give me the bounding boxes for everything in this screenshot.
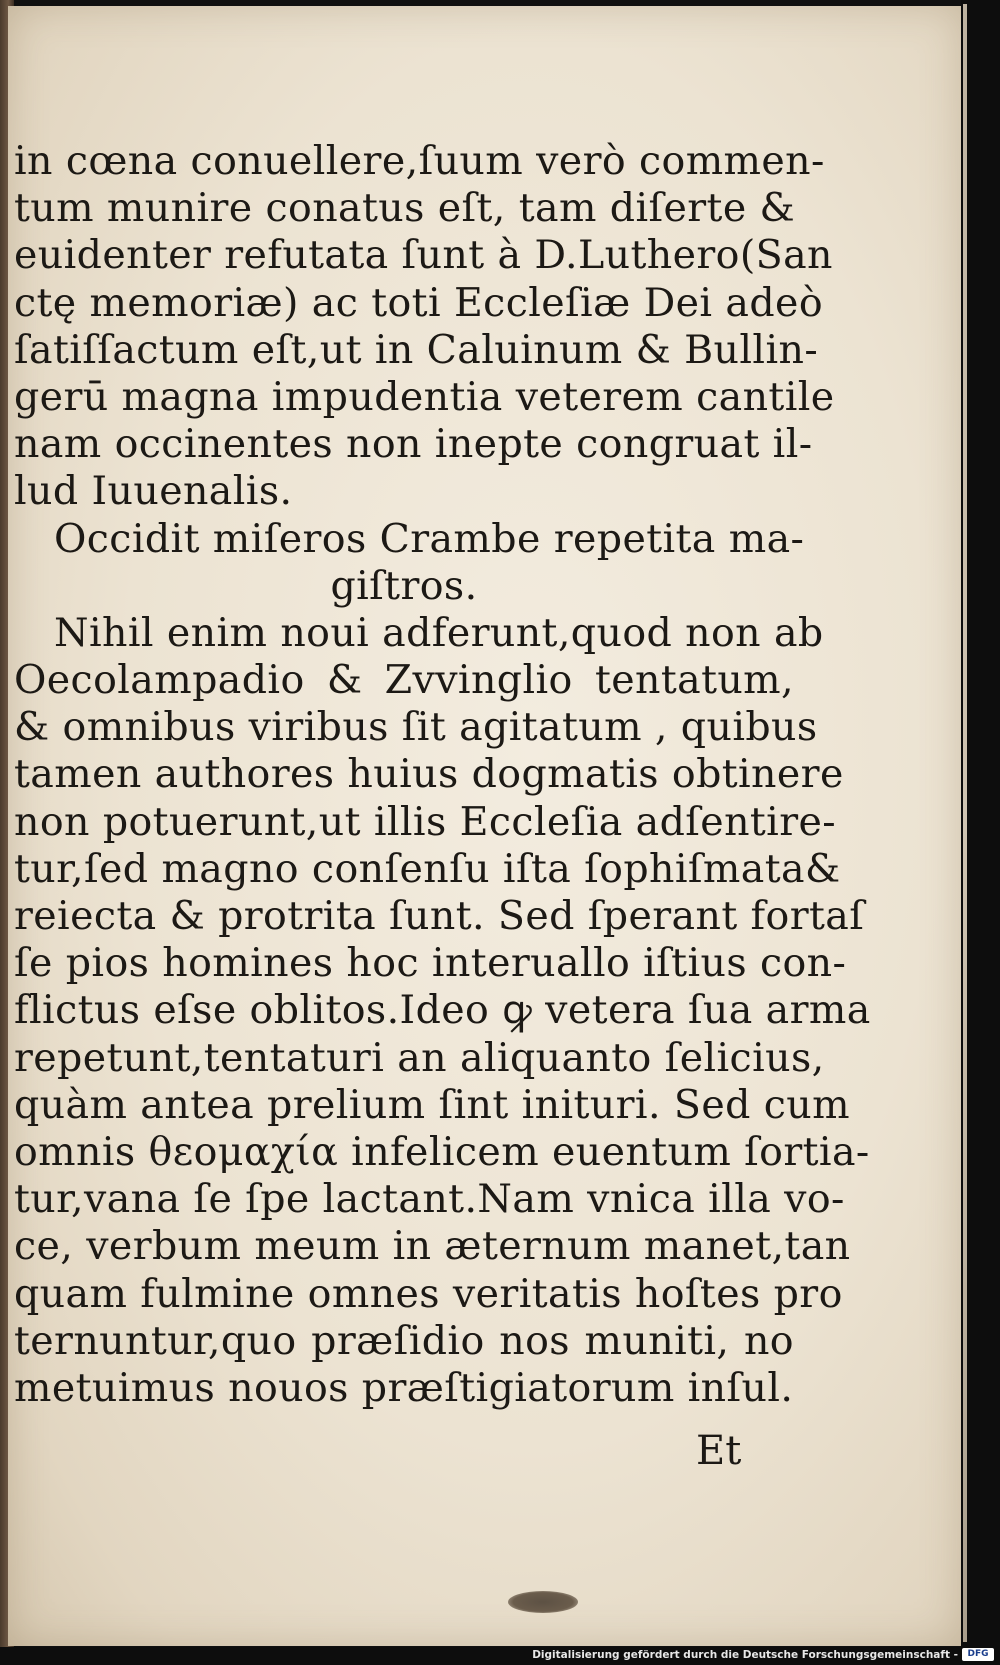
text-line-18: ſe pios homines hoc interuallo iſtius con-	[14, 940, 847, 987]
text-line-16: tur,ſed magno conſenſu iſta ſophiſmata&	[14, 845, 841, 892]
text-line-15: non potuerunt,ut illis Eccleſia adſentire-	[14, 798, 837, 845]
text-line-21: quàm antea prelium ſint inituri. Sed cum	[14, 1081, 850, 1128]
text-line-12: Oecolampadio & Zvvinglio tentatum,	[14, 657, 794, 704]
text-line-19: flictus eſse oblitos.Ideo ꝙ vetera ſua arma	[14, 987, 871, 1034]
text-line-24: ce, verbum meum in æternum manet,tan	[14, 1223, 851, 1270]
text-line-6: gerū magna impudentia veterem cantile	[14, 373, 835, 420]
text-line-23: tur,vana ſe ſpe lactant.Nam vnica illa vo-	[14, 1176, 845, 1223]
text-line-13: & omnibus viribus ſit agitatum , quibus	[14, 704, 818, 751]
text-line-8: lud Iuuenalis.	[14, 468, 293, 515]
body-text	[14, 138, 871, 1412]
text-line-7: nam occinentes non inepte congruat il-	[14, 421, 813, 468]
dfg-logo: DFG	[962, 1648, 994, 1661]
text-line-5: ſatiſſactum eſt,ut in Caluinum & Bullin-	[14, 326, 819, 373]
text-line-11: Nihil enim noui adferunt,quod non ab	[54, 609, 824, 656]
text-line-25: quam fulmine omnes veritatis hoſtes pro	[14, 1270, 843, 1317]
ink-blot	[508, 1591, 578, 1613]
book-page	[8, 6, 961, 1646]
text-line-17: reiecta & protrita ſunt. Sed ſperant fortaſ	[14, 893, 865, 939]
funding-credit: Digitalisierung gefördert durch die Deutsche Forschungsgemeinschaft -	[532, 1649, 958, 1661]
text-line-2: tum munire conatus eſt, tam diſerte &	[14, 185, 796, 232]
text-line-22: omnis θεομαχία infelicem euentum ſortia-	[14, 1128, 870, 1175]
quotation-line-2: giſtros.	[330, 562, 478, 609]
text-line-20: repetunt,tentaturi an aliquanto ſelicius,	[14, 1034, 825, 1081]
text-line-4: ctę memoriæ) ac toti Eccleſiæ Dei adeò	[14, 279, 823, 326]
text-line-3: euidenter refutata ſunt à D.Luthero(San	[14, 232, 833, 279]
text-line-26: ternuntur,quo præſidio nos muniti, no	[14, 1317, 794, 1364]
quotation-line-1: Occidit miſeros Crambe repetita ma-	[54, 515, 805, 562]
text-line-14: tamen authores huius dogmatis obtinere	[14, 751, 844, 798]
text-line-1: in cœna conuellere,ſuum verò commen-	[14, 138, 825, 184]
page-fore-edge	[963, 4, 967, 1642]
catchword: Et	[696, 1428, 742, 1474]
text-line-27: metuimus nouos præſtigiatorum inſul.	[14, 1364, 794, 1411]
